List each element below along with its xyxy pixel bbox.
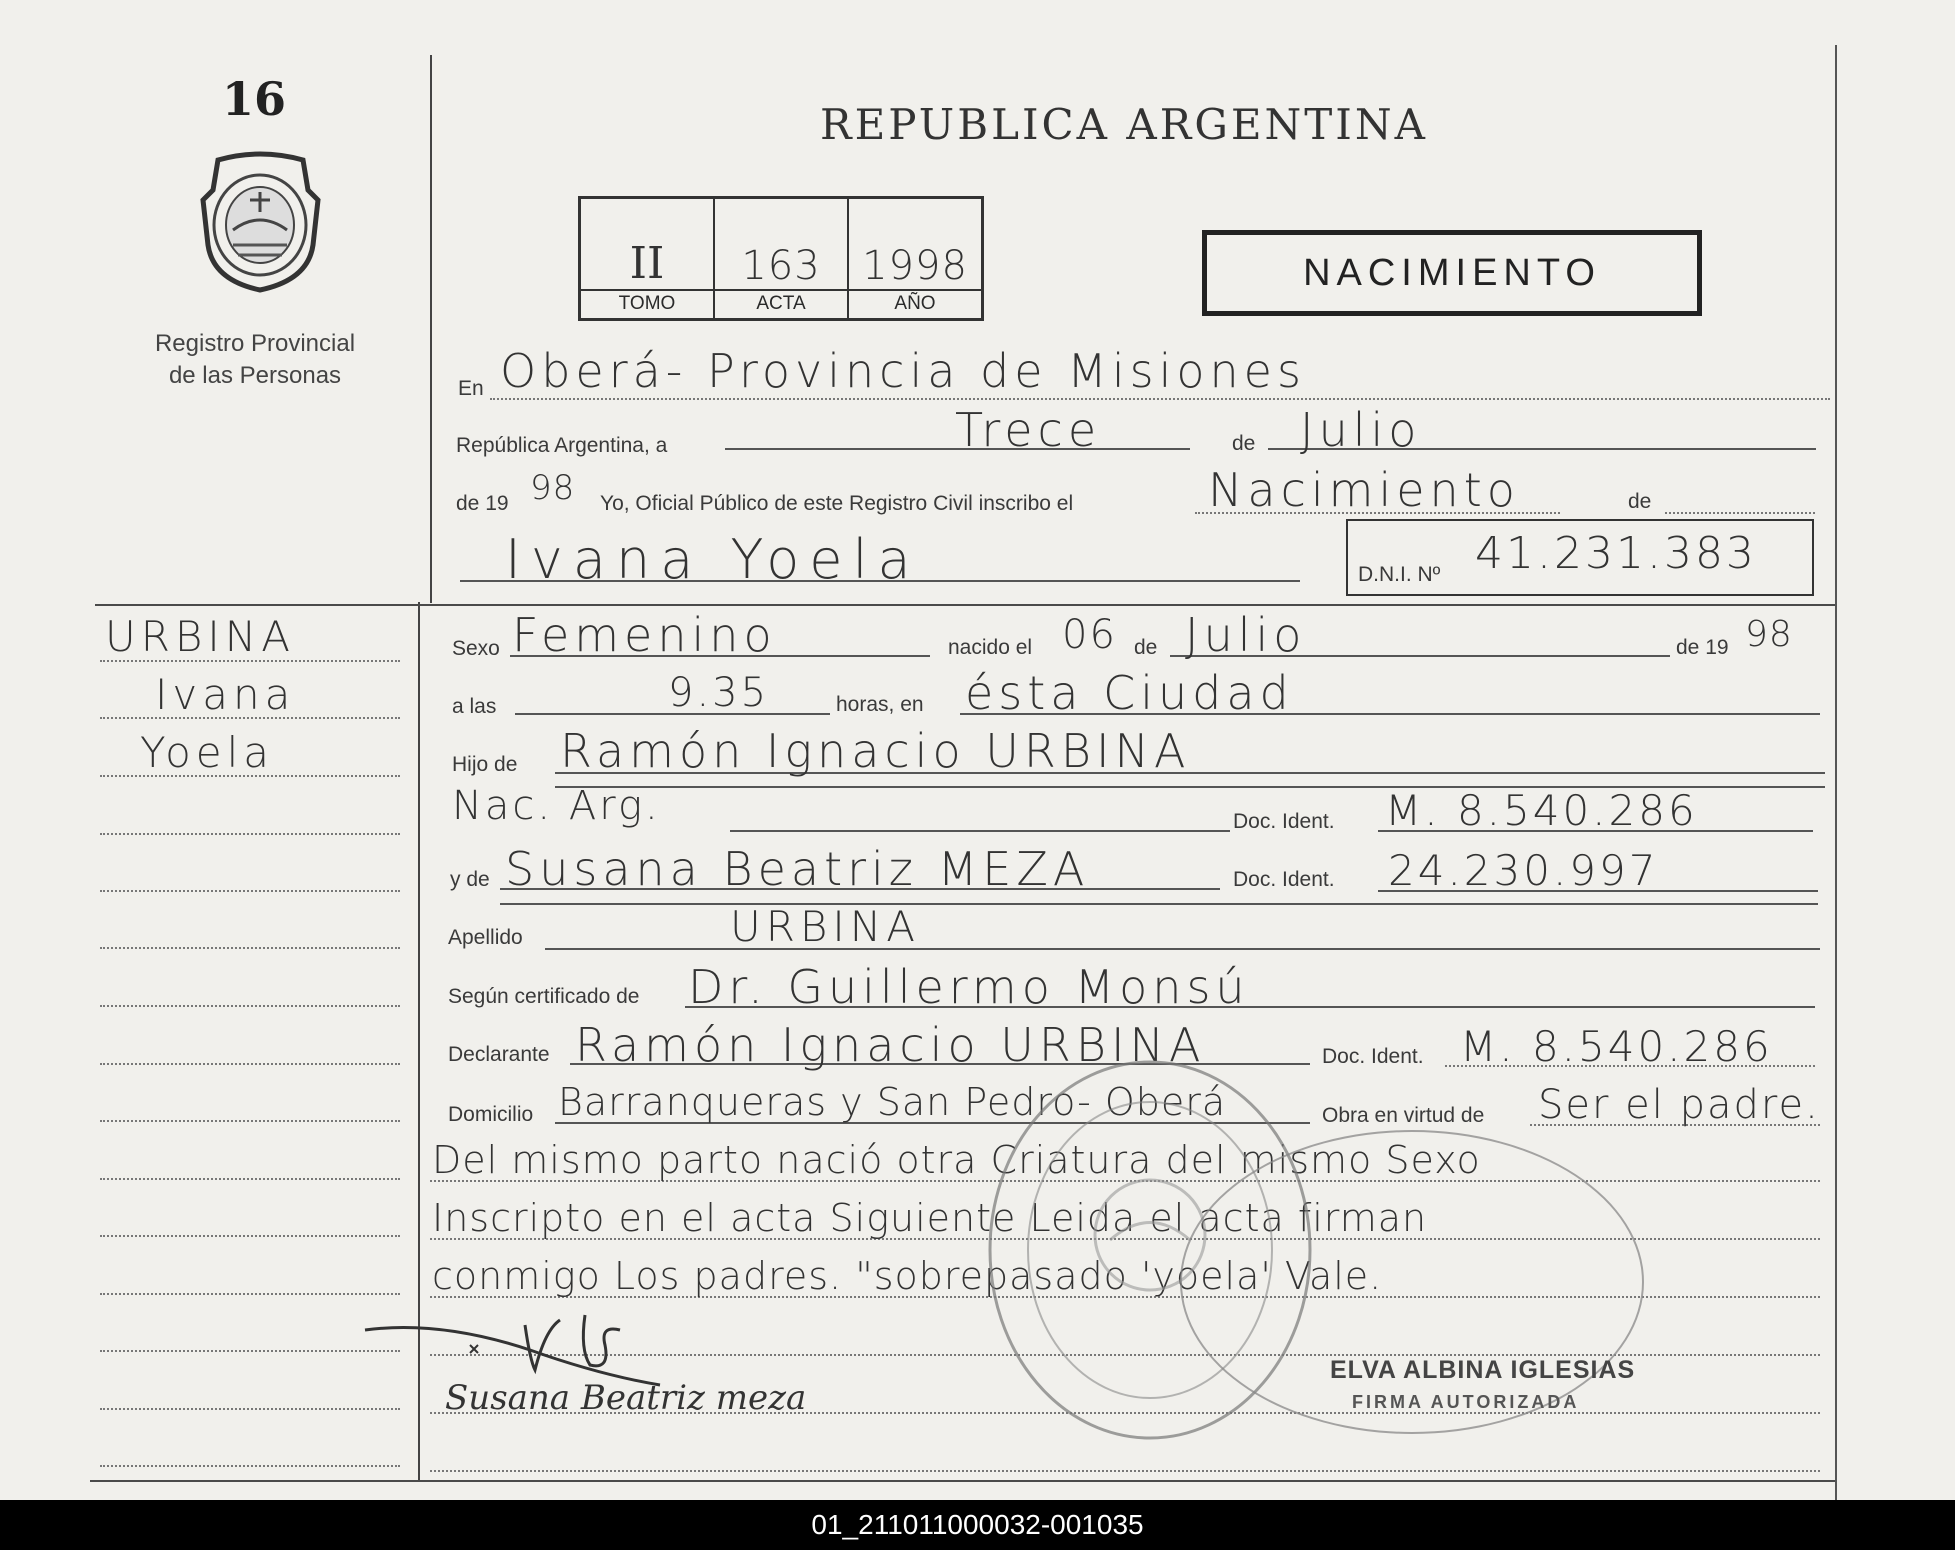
de-label-2: de bbox=[1628, 490, 1652, 513]
provincial-seal-icon bbox=[188, 150, 333, 300]
obra-label: Obra en virtud de bbox=[1322, 1104, 1485, 1127]
official-title: FIRMA AUTORIZADA bbox=[1352, 1392, 1580, 1412]
republica-label: República Argentina, a bbox=[456, 434, 668, 457]
margin-line bbox=[100, 1408, 400, 1410]
declarante-label: Declarante bbox=[448, 1043, 550, 1066]
horas-label: horas, en bbox=[836, 693, 924, 716]
birth-month-value: Julio bbox=[1185, 608, 1307, 662]
apellido-value: URBINA bbox=[730, 902, 920, 951]
margin-line bbox=[100, 1178, 400, 1180]
event-value: Nacimiento bbox=[1208, 463, 1520, 517]
doc-ident-label: Doc. Ident. bbox=[1233, 810, 1335, 833]
acta-label: ACTA bbox=[714, 290, 848, 320]
margin-line bbox=[100, 833, 400, 835]
hijo-label: Hijo de bbox=[452, 753, 518, 776]
mother-doc-value: 24.230.997 bbox=[1388, 846, 1659, 895]
day-value: Trece bbox=[955, 403, 1102, 457]
record-type-box bbox=[1202, 230, 1702, 316]
main-column-left-rule bbox=[430, 55, 432, 603]
note-line-1: Del mismo parto nació otra Criatura del mismo Sexo bbox=[432, 1138, 1481, 1182]
y-de-label: y de bbox=[450, 868, 490, 891]
anio-label: AÑO bbox=[848, 290, 983, 320]
de-line-2 bbox=[1665, 512, 1815, 514]
declarante-doc-value: M. 8.540.286 bbox=[1460, 1022, 1773, 1071]
margin-surname: URBINA bbox=[105, 612, 295, 661]
note-line bbox=[430, 1470, 1820, 1472]
mother-signature: Susana Beatriz meza bbox=[445, 1378, 807, 1418]
en-label: En bbox=[458, 377, 484, 400]
en-line bbox=[490, 398, 1830, 400]
doc-ident-label-2: Doc. Ident. bbox=[1233, 868, 1335, 891]
oval-stamp bbox=[1180, 1130, 1644, 1434]
nacido-label: nacido el bbox=[948, 636, 1033, 659]
margin-line bbox=[100, 1293, 400, 1295]
hour-value: 9.35 bbox=[668, 670, 770, 716]
dni-value: 41.231.383 bbox=[1475, 528, 1757, 579]
sexo-label: Sexo bbox=[452, 637, 500, 660]
dni-label: D.N.I. Nº bbox=[1358, 563, 1441, 586]
year-suffix-value: 98 bbox=[530, 468, 576, 508]
apellido-label: Apellido bbox=[448, 926, 523, 949]
anio-value: 1998 bbox=[862, 242, 968, 289]
margin-line bbox=[100, 1235, 400, 1237]
de-label-3: de bbox=[1134, 636, 1158, 659]
note-line-2: Inscripto en el acta Siguiente Leida el acta firman bbox=[432, 1196, 1428, 1240]
footer-id: 01_211011000032-001035 bbox=[0, 1500, 1955, 1550]
place-value: ésta Ciudad bbox=[965, 666, 1294, 720]
doc-ident-label-3: Doc. Ident. bbox=[1322, 1045, 1424, 1068]
mother-value: Susana Beatriz MEZA bbox=[505, 842, 1090, 896]
father-nationality-value: Nac. Arg. bbox=[452, 783, 661, 829]
father-doc-value: M. 8.540.286 bbox=[1385, 786, 1698, 835]
bottom-divider bbox=[90, 1480, 1835, 1482]
mother-doc-line-2 bbox=[500, 903, 1818, 905]
record-type: NACIMIENTO bbox=[1303, 252, 1601, 294]
header-title: REPUBLICA ARGENTINA bbox=[820, 100, 1428, 149]
tomo-label: TOMO bbox=[580, 290, 715, 320]
de-label: de bbox=[1232, 432, 1256, 455]
margin-given-name-2: Yoela bbox=[140, 728, 275, 777]
margin-line bbox=[100, 890, 400, 892]
margin-line bbox=[100, 1120, 400, 1122]
birth-year-label: de 19 bbox=[1676, 636, 1729, 659]
segun-label: Según certificado de bbox=[448, 985, 640, 1008]
obra-value: Ser el padre. bbox=[1538, 1082, 1820, 1128]
segun-value: Dr. Guillermo Monsú bbox=[688, 960, 1250, 1014]
birth-year-value: 98 bbox=[1745, 614, 1793, 655]
registry-line1: Registro Provincial bbox=[154, 330, 356, 357]
registry-line2: de las Personas bbox=[168, 362, 342, 389]
record-box bbox=[578, 196, 984, 321]
father-nat-line bbox=[730, 830, 1230, 832]
en-value: Oberá- Provincia de Misiones bbox=[500, 344, 1306, 398]
note-line-3: conmigo Los padres. "sobrepasado 'yoela' Vale. bbox=[432, 1254, 1383, 1298]
margin-line bbox=[100, 1005, 400, 1007]
section-divider bbox=[95, 604, 1835, 606]
child-name-value: Ivana Yoela bbox=[505, 528, 921, 591]
acta-value: 163 bbox=[741, 242, 821, 289]
main-column-right-rule bbox=[1835, 45, 1837, 1500]
margin-given-name-1: Ivana bbox=[155, 670, 296, 719]
margin-line bbox=[100, 1350, 400, 1352]
birth-day-value: 06 bbox=[1062, 612, 1117, 658]
official-name: ELVA ALBINA IGLESIAS bbox=[1330, 1356, 1636, 1384]
sexo-value: Femenino bbox=[512, 608, 777, 662]
margin-line bbox=[100, 1465, 400, 1467]
page-number: 16 bbox=[222, 72, 287, 126]
tomo-value: II bbox=[629, 237, 665, 289]
father-value: Ramón Ignacio URBINA bbox=[560, 724, 1191, 778]
a-las-label: a las bbox=[452, 695, 497, 718]
domicilio-label: Domicilio bbox=[448, 1103, 534, 1126]
margin-line bbox=[100, 1063, 400, 1065]
registry-caption bbox=[130, 330, 380, 390]
oficial-label: Yo, Oficial Público de este Registro Civil inscribo el bbox=[600, 492, 1074, 515]
month-value: Julio bbox=[1300, 403, 1422, 457]
year-prefix-label: de 19 bbox=[456, 492, 509, 515]
domicilio-value: Barranqueras y San Pedro- Oberá bbox=[558, 1080, 1227, 1124]
margin-line bbox=[100, 947, 400, 949]
declarante-value: Ramón Ignacio URBINA bbox=[575, 1018, 1206, 1072]
